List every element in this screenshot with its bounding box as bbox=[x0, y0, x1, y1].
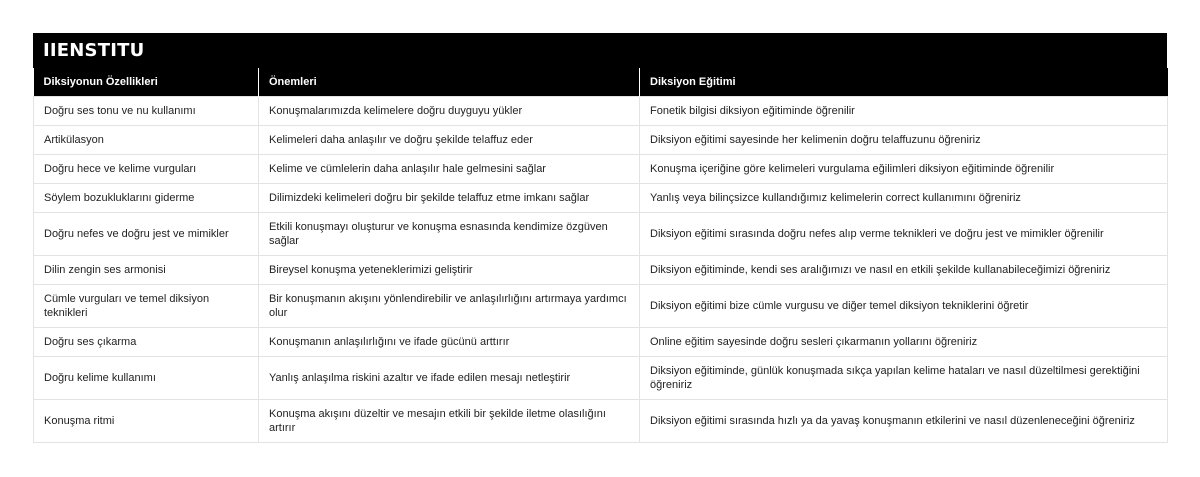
table-header-row bbox=[34, 68, 1168, 97]
table-container bbox=[33, 33, 1167, 443]
brand-title: IIENSTITU bbox=[33, 33, 1167, 68]
table-cell: Yanlış anlaşılma riskini azaltır ve ifade edilen mesajı netleştirir bbox=[259, 357, 640, 400]
table-cell: Konuşmanın anlaşılırlığını ve ifade gücünü arttırır bbox=[259, 328, 640, 357]
table-cell: Diksiyon eğitimi sayesinde her kelimenin doğru telaffuzunu öğreniriz bbox=[640, 126, 1168, 155]
table-row bbox=[34, 184, 1168, 213]
table-row bbox=[34, 213, 1168, 256]
table-row bbox=[34, 357, 1168, 400]
table-cell: Söylem bozukluklarını giderme bbox=[34, 184, 259, 213]
table-cell: Konuşma içeriğine göre kelimeleri vurgulama eğilimleri diksiyon eğitiminde öğrenilir bbox=[640, 155, 1168, 184]
table-cell: Fonetik bilgisi diksiyon eğitiminde öğrenilir bbox=[640, 97, 1168, 126]
table-cell: Diksiyon eğitimi bize cümle vurgusu ve diğer temel diksiyon tekniklerini öğretir bbox=[640, 285, 1168, 328]
table-cell: Diksiyon eğitiminde, kendi ses aralığımızı ve nasıl en etkili şekilde kullanabileceğimizi öğreniriz bbox=[640, 256, 1168, 285]
table-cell: Yanlış veya bilinçsizce kullandığımız kelimelerin correct kullanımını öğreniriz bbox=[640, 184, 1168, 213]
table-cell: Kelime ve cümlelerin daha anlaşılır hale gelmesini sağlar bbox=[259, 155, 640, 184]
table-cell: Konuşma ritmi bbox=[34, 400, 259, 443]
table-cell: Diksiyon eğitimi sırasında doğru nefes alıp verme teknikleri ve doğru jest ve mimikler öğrenilir bbox=[640, 213, 1168, 256]
table-row bbox=[34, 256, 1168, 285]
table-cell: Kelimeleri daha anlaşılır ve doğru şekilde telaffuz eder bbox=[259, 126, 640, 155]
table-cell: Doğru kelime kullanımı bbox=[34, 357, 259, 400]
table-cell: Bir konuşmanın akışını yönlendirebilir ve anlaşılırlığını artırmaya yardımcı olur bbox=[259, 285, 640, 328]
table-cell: Cümle vurguları ve temel diksiyon teknikleri bbox=[34, 285, 259, 328]
table-row bbox=[34, 97, 1168, 126]
table-cell: Artikülasyon bbox=[34, 126, 259, 155]
table-row bbox=[34, 155, 1168, 184]
table-cell: Konuşmalarımızda kelimelere doğru duyguyu yükler bbox=[259, 97, 640, 126]
table-cell: Doğru ses çıkarma bbox=[34, 328, 259, 357]
column-header-egitimi: Diksiyon Eğitimi bbox=[640, 68, 1168, 97]
table-cell: Doğru nefes ve doğru jest ve mimikler bbox=[34, 213, 259, 256]
table-cell: Doğru hece ve kelime vurguları bbox=[34, 155, 259, 184]
table-cell: Bireysel konuşma yeteneklerimizi geliştirir bbox=[259, 256, 640, 285]
table-cell: Diksiyon eğitimi sırasında hızlı ya da yavaş konuşmanın etkilerini ve nasıl düzenleneceğini öğreniriz bbox=[640, 400, 1168, 443]
diksiyon-table bbox=[33, 68, 1168, 443]
table-cell: Dilimizdeki kelimeleri doğru bir şekilde telaffuz etme imkanı sağlar bbox=[259, 184, 640, 213]
column-header-ozellikler: Diksiyonun Özellikleri bbox=[34, 68, 259, 97]
table-row bbox=[34, 126, 1168, 155]
table-cell: Etkili konuşmayı oluşturur ve konuşma esnasında kendimize özgüven sağlar bbox=[259, 213, 640, 256]
table-cell: Doğru ses tonu ve nu kullanımı bbox=[34, 97, 259, 126]
table-cell: Online eğitim sayesinde doğru sesleri çıkarmanın yollarını öğreniriz bbox=[640, 328, 1168, 357]
table-cell: Diksiyon eğitiminde, günlük konuşmada sıkça yapılan kelime hataları ve nasıl düzeltilmesi gerektiğini öğreniriz bbox=[640, 357, 1168, 400]
table-row bbox=[34, 328, 1168, 357]
table-cell: Konuşma akışını düzeltir ve mesajın etkili bir şekilde iletme olasılığını artırır bbox=[259, 400, 640, 443]
table-row bbox=[34, 400, 1168, 443]
table-row bbox=[34, 285, 1168, 328]
table-cell: Dilin zengin ses armonisi bbox=[34, 256, 259, 285]
column-header-onemleri: Önemleri bbox=[259, 68, 640, 97]
